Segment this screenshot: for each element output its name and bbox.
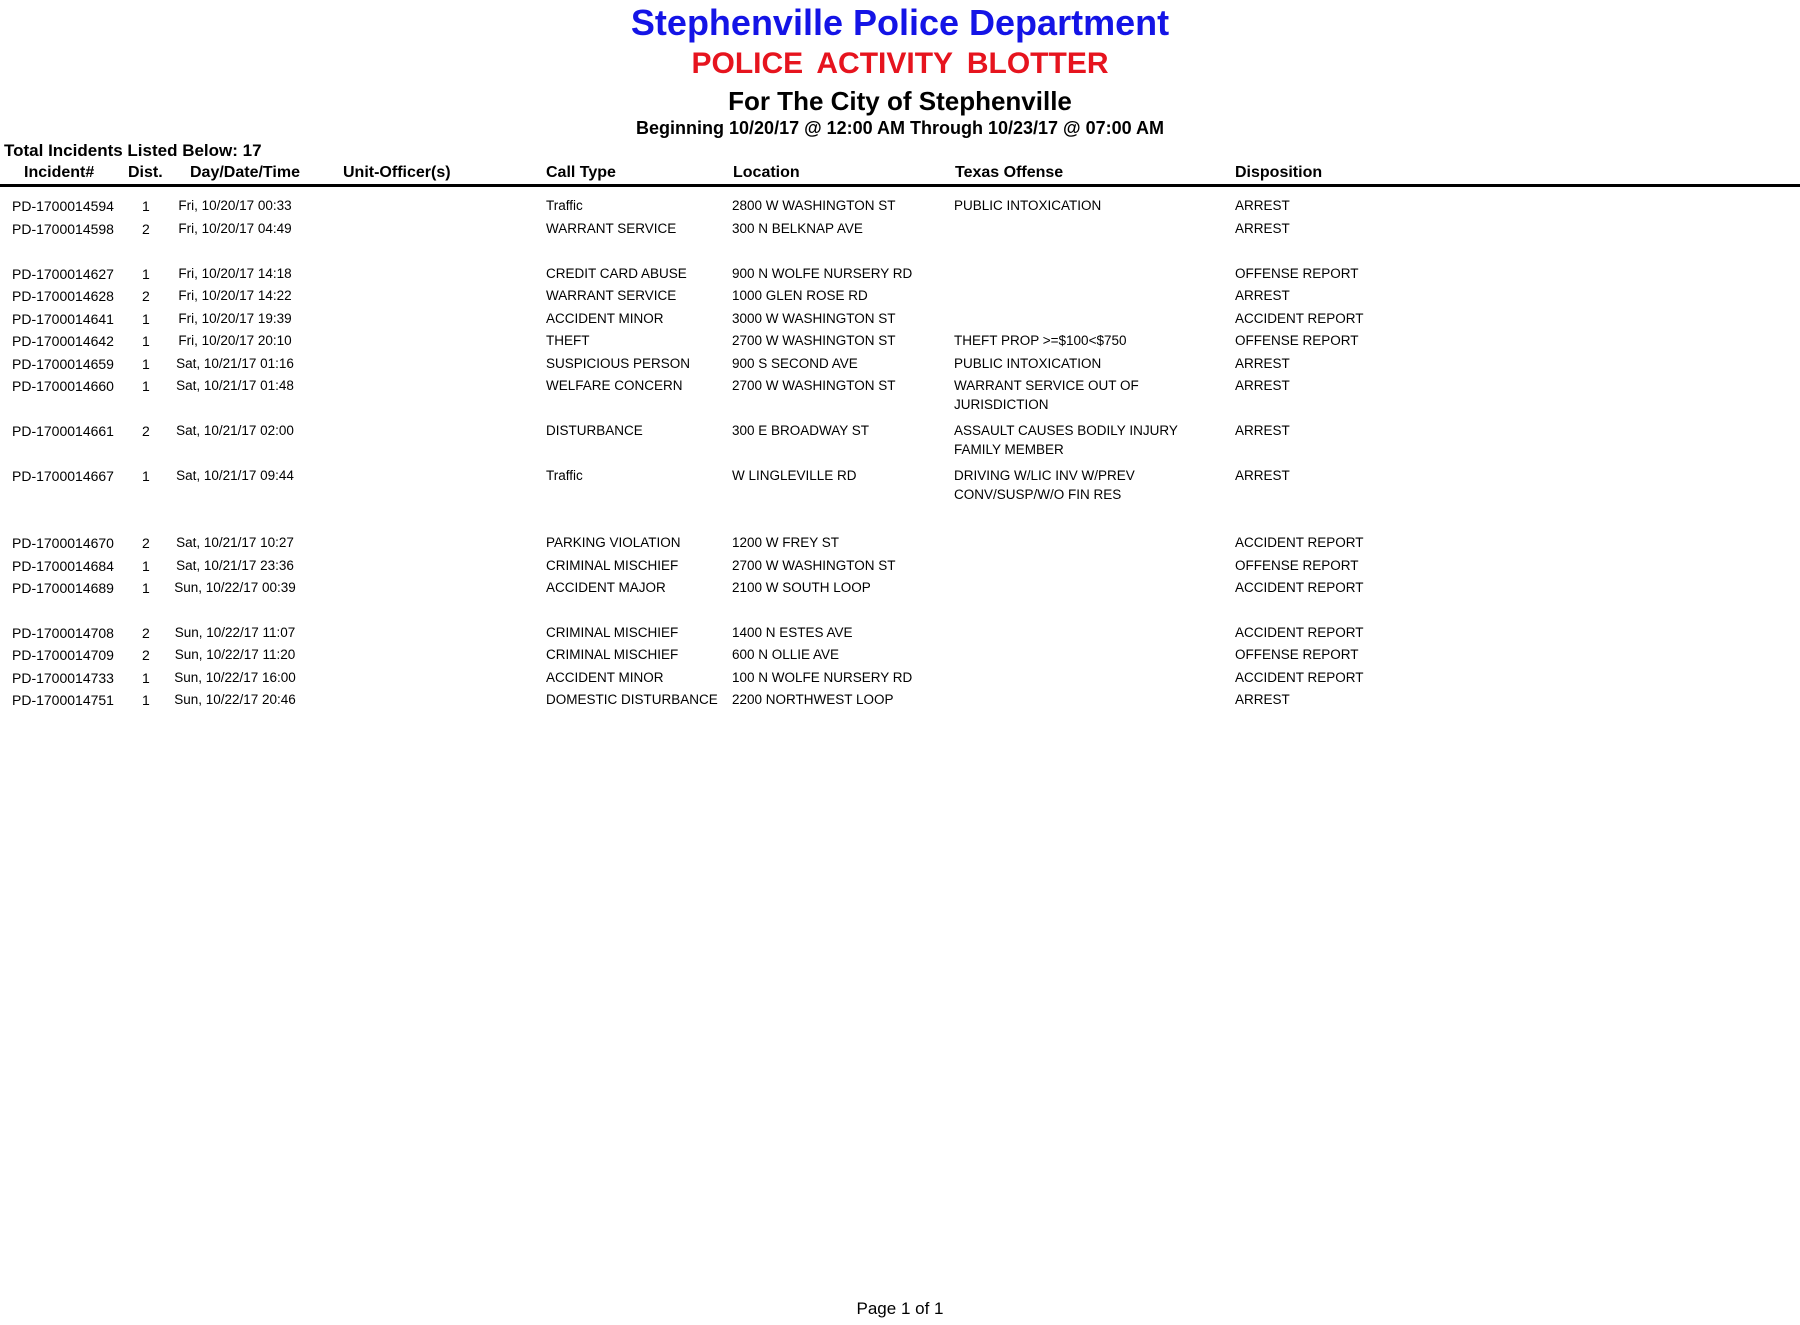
table-row xyxy=(0,377,1800,417)
report-subtitle: POLICE ACTIVITY BLOTTER xyxy=(691,47,1109,80)
column-header-unit-officers: Unit-Officer(s) xyxy=(343,164,451,181)
day-date-time: Sat, 10/21/17 10:27 xyxy=(176,535,294,550)
district: 2 xyxy=(142,221,150,237)
disposition: ACCIDENT REPORT xyxy=(1235,580,1364,595)
call-type: CREDIT CARD ABUSE xyxy=(546,266,687,281)
location: 2700 W WASHINGTON ST xyxy=(732,333,896,348)
header-divider xyxy=(0,184,1800,187)
location: 2800 W WASHINGTON ST xyxy=(732,198,896,213)
table-row xyxy=(0,579,1800,619)
disposition: ARREST xyxy=(1235,692,1290,707)
incident-number: PD-1700014733 xyxy=(12,670,114,686)
incident-number: PD-1700014689 xyxy=(12,580,114,596)
location: 3000 W WASHINGTON ST xyxy=(732,311,896,326)
call-type: ACCIDENT MINOR xyxy=(546,670,664,685)
day-date-time: Sat, 10/21/17 09:44 xyxy=(176,468,294,483)
disposition: ACCIDENT REPORT xyxy=(1235,625,1364,640)
disposition: ACCIDENT REPORT xyxy=(1235,311,1364,326)
day-date-time: Sun, 10/22/17 00:39 xyxy=(174,580,296,595)
district: 1 xyxy=(142,468,150,484)
district: 2 xyxy=(142,288,150,304)
district: 2 xyxy=(142,647,150,663)
day-date-time: Sat, 10/21/17 02:00 xyxy=(176,423,294,438)
disposition: ARREST xyxy=(1235,468,1290,483)
district: 1 xyxy=(142,580,150,596)
call-type: CRIMINAL MISCHIEF xyxy=(546,558,679,573)
column-header-call-type: Call Type xyxy=(546,164,616,181)
day-date-time: Sat, 10/21/17 01:48 xyxy=(176,378,294,393)
disposition: ACCIDENT REPORT xyxy=(1235,670,1364,685)
location: 300 E BROADWAY ST xyxy=(732,423,870,438)
texas-offense: ASSAULT CAUSES BODILY INJURY FAMILY MEMBER xyxy=(954,423,1178,457)
call-type: WELFARE CONCERN xyxy=(546,378,683,393)
day-date-time: Fri, 10/20/17 20:10 xyxy=(178,333,292,348)
incident-number: PD-1700014594 xyxy=(12,198,114,214)
incident-number: PD-1700014642 xyxy=(12,333,114,349)
incident-number: PD-1700014667 xyxy=(12,468,114,484)
incident-number: PD-1700014751 xyxy=(12,692,114,708)
district: 1 xyxy=(142,378,150,394)
report-title: Stephenville Police Department xyxy=(630,2,1170,43)
district: 1 xyxy=(142,333,150,349)
location: 2700 W WASHINGTON ST xyxy=(732,558,896,573)
call-type: WARRANT SERVICE xyxy=(546,288,677,303)
call-type: DISTURBANCE xyxy=(546,423,643,438)
call-type: CRIMINAL MISCHIEF xyxy=(546,647,679,662)
disposition: ARREST xyxy=(1235,378,1290,393)
district: 1 xyxy=(142,266,150,282)
disposition: OFFENSE REPORT xyxy=(1235,558,1359,573)
call-type: Traffic xyxy=(546,198,583,213)
day-date-time: Fri, 10/20/17 14:18 xyxy=(178,266,292,281)
texas-offense: DRIVING W/LIC INV W/PREV CONV/SUSP/W/O FIN RES xyxy=(954,468,1135,502)
call-type: SUSPICIOUS PERSON xyxy=(546,356,691,371)
location: 600 N OLLIE AVE xyxy=(732,647,840,662)
location: 1400 N ESTES AVE xyxy=(732,625,853,640)
district: 1 xyxy=(142,558,150,574)
location: 2700 W WASHINGTON ST xyxy=(732,378,896,393)
call-type: THEFT xyxy=(546,333,590,348)
table-row xyxy=(0,691,1800,731)
incident-number: PD-1700014709 xyxy=(12,647,114,663)
call-type: PARKING VIOLATION xyxy=(546,535,681,550)
incident-number: PD-1700014627 xyxy=(12,266,114,282)
day-date-time: Fri, 10/20/17 19:39 xyxy=(178,311,292,326)
texas-offense: THEFT PROP >=$100<$750 xyxy=(954,333,1127,348)
disposition: ARREST xyxy=(1235,356,1290,371)
day-date-time: Sat, 10/21/17 01:16 xyxy=(176,356,294,371)
incident-number: PD-1700014708 xyxy=(12,625,114,641)
location: 2200 NORTHWEST LOOP xyxy=(732,692,894,707)
texas-offense: WARRANT SERVICE OUT OF JURISDICTION xyxy=(954,378,1139,412)
call-type: Traffic xyxy=(546,468,583,483)
column-header-disposition: Disposition xyxy=(1235,164,1323,181)
district: 2 xyxy=(142,625,150,641)
column-header-location: Location xyxy=(733,164,800,181)
report-date-range: Beginning 10/20/17 @ 12:00 AM Through 10/23/17 @ 07:00 AM xyxy=(636,118,1164,138)
location: 100 N WOLFE NURSERY RD xyxy=(732,670,913,685)
column-header-datetime: Day/Date/Time xyxy=(190,164,300,181)
day-date-time: Sun, 10/22/17 20:46 xyxy=(174,692,296,707)
disposition: ARREST xyxy=(1235,198,1290,213)
total-incidents: Total Incidents Listed Below: 17 xyxy=(4,141,262,160)
location: 1000 GLEN ROSE RD xyxy=(732,288,868,303)
location: 300 N BELKNAP AVE xyxy=(732,221,863,236)
table-row xyxy=(0,467,1800,507)
page-number: Page 1 of 1 xyxy=(856,1299,944,1318)
district: 2 xyxy=(142,535,150,551)
location: 900 N WOLFE NURSERY RD xyxy=(732,266,913,281)
location: 2100 W SOUTH LOOP xyxy=(732,580,871,595)
call-type: ACCIDENT MAJOR xyxy=(546,580,666,595)
day-date-time: Sun, 10/22/17 16:00 xyxy=(174,670,296,685)
day-date-time: Sun, 10/22/17 11:20 xyxy=(174,647,296,662)
call-type: ACCIDENT MINOR xyxy=(546,311,664,326)
disposition: ARREST xyxy=(1235,221,1290,236)
table-row xyxy=(0,220,1800,260)
column-header-incident: Incident# xyxy=(24,164,95,181)
texas-offense: PUBLIC INTOXICATION xyxy=(954,198,1102,213)
district: 1 xyxy=(142,692,150,708)
call-type: CRIMINAL MISCHIEF xyxy=(546,625,679,640)
incident-number: PD-1700014641 xyxy=(12,311,114,327)
day-date-time: Fri, 10/20/17 00:33 xyxy=(178,198,292,213)
day-date-time: Fri, 10/20/17 14:22 xyxy=(178,288,292,303)
column-header-texas-offense: Texas Offense xyxy=(955,164,1064,181)
incident-number: PD-1700014660 xyxy=(12,378,114,394)
disposition: OFFENSE REPORT xyxy=(1235,647,1359,662)
column-header-dist: Dist. xyxy=(128,164,163,181)
disposition: ACCIDENT REPORT xyxy=(1235,535,1364,550)
day-date-time: Fri, 10/20/17 04:49 xyxy=(178,221,292,236)
report-city: For The City of Stephenville xyxy=(728,86,1072,116)
district: 2 xyxy=(142,423,150,439)
incident-number: PD-1700014598 xyxy=(12,221,114,237)
incident-number: PD-1700014661 xyxy=(12,423,114,439)
day-date-time: Sun, 10/22/17 11:07 xyxy=(174,625,296,640)
district: 1 xyxy=(142,670,150,686)
incident-number: PD-1700014628 xyxy=(12,288,114,304)
disposition: OFFENSE REPORT xyxy=(1235,333,1359,348)
location: 1200 W FREY ST xyxy=(732,535,840,550)
district: 1 xyxy=(142,311,150,327)
incident-number: PD-1700014684 xyxy=(12,558,114,574)
call-type: DOMESTIC DISTURBANCE xyxy=(546,692,718,707)
location: W LINGLEVILLE RD xyxy=(732,468,857,483)
location: 900 S SECOND AVE xyxy=(732,356,858,371)
table-row xyxy=(0,422,1800,462)
day-date-time: Sat, 10/21/17 23:36 xyxy=(176,558,294,573)
call-type: WARRANT SERVICE xyxy=(546,221,677,236)
disposition: OFFENSE REPORT xyxy=(1235,266,1359,281)
texas-offense: PUBLIC INTOXICATION xyxy=(954,356,1102,371)
district: 1 xyxy=(142,198,150,214)
incident-number: PD-1700014659 xyxy=(12,356,114,372)
disposition: ARREST xyxy=(1235,423,1290,438)
incident-number: PD-1700014670 xyxy=(12,535,114,551)
disposition: ARREST xyxy=(1235,288,1290,303)
district: 1 xyxy=(142,356,150,372)
